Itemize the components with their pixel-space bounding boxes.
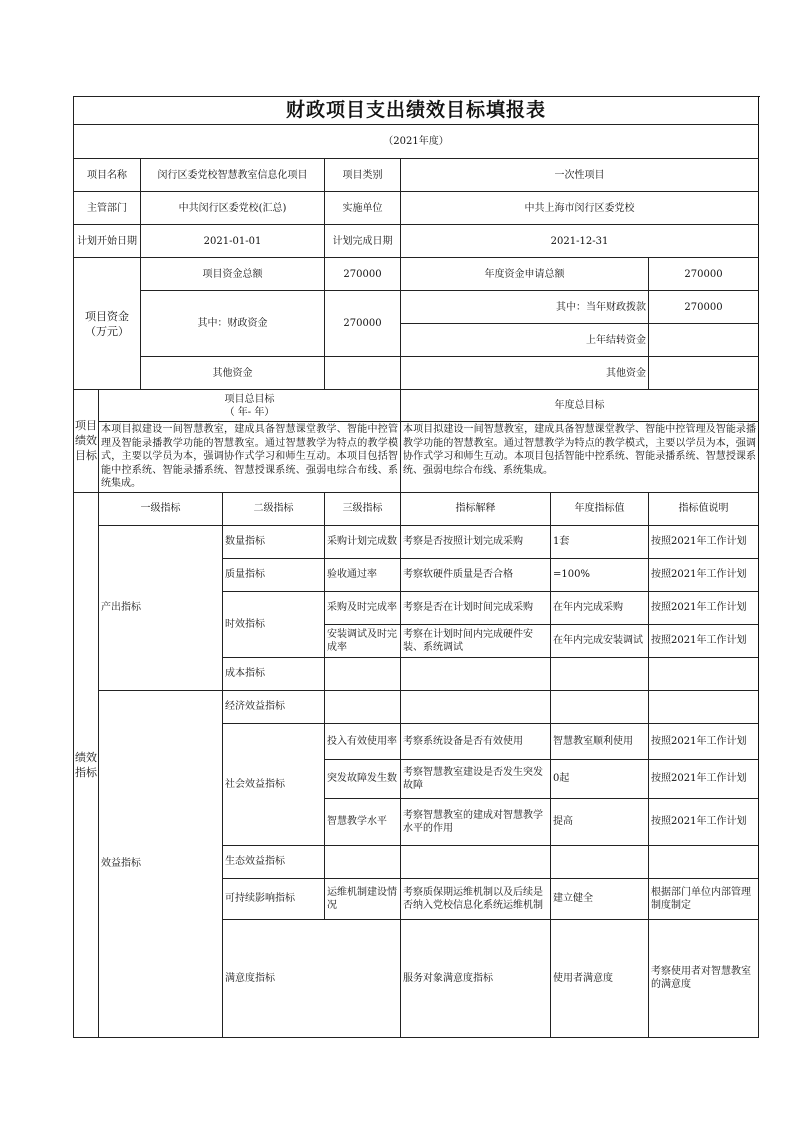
level1-satisfaction: 满意度指标 xyxy=(223,919,401,1037)
note-cell: 按照2021年工作计划 xyxy=(649,759,759,798)
level3-cell: 智慧教学水平 xyxy=(325,798,401,845)
project-name-label: 项目名称 xyxy=(74,159,141,192)
funds-total-label: 项目资金总额 xyxy=(141,258,325,291)
empty-cell xyxy=(551,690,649,723)
form-title: 财政项目支出绩效目标填报表 xyxy=(74,97,759,125)
goals-label: 项目绩效目标 xyxy=(74,390,99,493)
value-cell: 智慧教室顺利使用 xyxy=(551,723,649,759)
empty-cell xyxy=(649,690,759,723)
level2-timeliness: 时效指标 xyxy=(223,591,325,657)
note-cell: 按照2021年工作计划 xyxy=(649,624,759,657)
note-cell: 根据部门单位内部管理制度制定 xyxy=(649,878,759,919)
desc-cell: 考察是否按照计划完成采购 xyxy=(401,525,551,558)
performance-form-table xyxy=(73,96,759,1038)
goals-annual-text: 本项目拟建设一间智慧教室，建成具备智慧课堂教学、智能中控管理及智能录播教学功能的智慧教室。通过智慧教学为特点的教学模式，主要以学员为本，强调协作式学习和师生互动。本项目包括智能中控系统、智能录播系统、智慧授课系统、强弱电综合布线、系统集成。 xyxy=(401,422,759,493)
desc-cell: 考察使用者对智慧教室的满意度 xyxy=(649,919,759,1037)
header-level1: 一级指标 xyxy=(99,492,223,525)
empty-cell xyxy=(401,690,551,723)
desc-cell: 考察是否在计划时间完成采购 xyxy=(401,591,551,624)
empty-cell xyxy=(325,690,401,723)
end-date-label: 计划完成日期 xyxy=(325,225,401,258)
empty-cell xyxy=(649,657,759,690)
funds-total-value: 270000 xyxy=(325,258,401,291)
funds-carry-value xyxy=(649,324,759,357)
empty-cell xyxy=(401,657,551,690)
impl-value: 中共上海市闵行区委党校 xyxy=(401,192,759,225)
note-cell: 按照2021年工作计划 xyxy=(649,525,759,558)
level2-quantity: 数量指标 xyxy=(223,525,325,558)
goals-total-label: 项目总目标 （ 年- 年） xyxy=(99,390,401,422)
funds-current-value: 270000 xyxy=(649,291,759,324)
project-type-label: 项目类别 xyxy=(325,159,401,192)
desc-cell: 考察智慧教室建设是否发生突发故障 xyxy=(401,759,551,798)
value-cell: 1套 xyxy=(551,525,649,558)
goals-annual-label: 年度总目标 xyxy=(401,390,759,422)
funds-fiscal-value: 270000 xyxy=(325,291,401,357)
desc-cell: 考察质保期运维机制以及后续是否纳入党校信息化系统运维机制 xyxy=(401,878,551,919)
header-level2: 二级指标 xyxy=(223,492,325,525)
header-value: 年度指标值 xyxy=(551,492,649,525)
level2-cost: 成本指标 xyxy=(223,657,325,690)
desc-cell: 考察在计划时间内完成硬件安装、系统调试 xyxy=(401,624,551,657)
empty-cell xyxy=(401,845,551,878)
value-cell: 在年内完成安装调试 xyxy=(551,624,649,657)
funds-fiscal-label: 其中：财政资金 xyxy=(141,291,325,357)
level2-social: 社会效益指标 xyxy=(223,723,325,845)
note-cell: 按照2021年工作计划 xyxy=(649,798,759,845)
level2-ecological: 生态效益指标 xyxy=(223,845,325,878)
level3-cell: 投入有效使用率 xyxy=(325,723,401,759)
level3-cell: 突发故障发生数 xyxy=(325,759,401,798)
end-date-value: 2021-12-31 xyxy=(401,225,759,258)
level2-sustainable: 可持续影响指标 xyxy=(223,878,325,919)
value-cell: 0起 xyxy=(551,759,649,798)
level2-economic: 经济效益指标 xyxy=(223,690,325,723)
goals-total-text: 本项目拟建设一间智慧教室，建成具备智慧课堂教学、智能中控管理及智能录播教学功能的智慧教室。通过智慧教学为特点的教学模式，主要以学员为本，强调协作式学习和师生互动。本项目包括智能中控系统、智能录播系统、智慧授课系统、强弱电综合布线、系统集成。 xyxy=(99,422,401,493)
funds-current-label: 其中：当年财政拨款 xyxy=(401,291,649,324)
note-cell: 按照2021年工作计划 xyxy=(649,723,759,759)
level3-cell: 采购及时完成率 xyxy=(325,591,401,624)
header-level3: 三级指标 xyxy=(325,492,401,525)
empty-cell xyxy=(325,657,401,690)
funds-carry-label: 上年结转资金 xyxy=(401,324,649,357)
desc-cell: 考察软硬件质量是否合格 xyxy=(401,558,551,591)
note-cell: 按照2021年工作计划 xyxy=(649,591,759,624)
project-type-value: 一次性项目 xyxy=(401,159,759,192)
start-date-value: 2021-01-01 xyxy=(141,225,325,258)
desc-cell: 考察智慧教室的建成对智慧教学水平的作用 xyxy=(401,798,551,845)
level2-service: 服务对象满意度指标 xyxy=(401,919,551,1037)
value-cell: 建立健全 xyxy=(551,878,649,919)
level3-cell: 运维机制建设情况 xyxy=(325,878,401,919)
funds-other2-value xyxy=(649,357,759,390)
table-row xyxy=(74,525,759,558)
level3-cell: 采购计划完成数 xyxy=(325,525,401,558)
level1-output: 产出指标 xyxy=(99,525,223,690)
funds-label: 项目资金 （万元） xyxy=(74,258,141,390)
value-cell: =100% xyxy=(551,558,649,591)
header-note: 指标值说明 xyxy=(649,492,759,525)
note-cell: 按照2021年工作计划 xyxy=(649,558,759,591)
level2-quality: 质量指标 xyxy=(223,558,325,591)
funds-other-label: 其他资金 xyxy=(141,357,325,390)
funds-annual-label: 年度资金申请总额 xyxy=(401,258,649,291)
empty-cell xyxy=(551,845,649,878)
funds-other2-label: 其他资金 xyxy=(401,357,649,390)
funds-annual-value: 270000 xyxy=(649,258,759,291)
empty-cell xyxy=(649,845,759,878)
project-name-value: 闵行区委党校智慧教室信息化项目 xyxy=(141,159,325,192)
value-cell: 提高 xyxy=(551,798,649,845)
level3-cell: 验收通过率 xyxy=(325,558,401,591)
empty-cell xyxy=(325,845,401,878)
level3-cell: 安装调试及时完成率 xyxy=(325,624,401,657)
header-desc: 指标解释 xyxy=(401,492,551,525)
level3-cell: 使用者满意度 xyxy=(551,919,649,1037)
desc-cell: 考察系统设备是否有效使用 xyxy=(401,723,551,759)
dept-label: 主管部门 xyxy=(74,192,141,225)
funds-other-value xyxy=(325,357,401,390)
indicators-label: 绩效指标 xyxy=(74,492,99,1037)
impl-label: 实施单位 xyxy=(325,192,401,225)
start-date-label: 计划开始日期 xyxy=(74,225,141,258)
empty-cell xyxy=(551,657,649,690)
table-row xyxy=(74,690,759,723)
dept-value: 中共闵行区委党校(汇总) xyxy=(141,192,325,225)
level1-benefit: 效益指标 xyxy=(99,690,223,1037)
value-cell: 在年内完成采购 xyxy=(551,591,649,624)
form-year: （2021年度） xyxy=(74,125,759,159)
